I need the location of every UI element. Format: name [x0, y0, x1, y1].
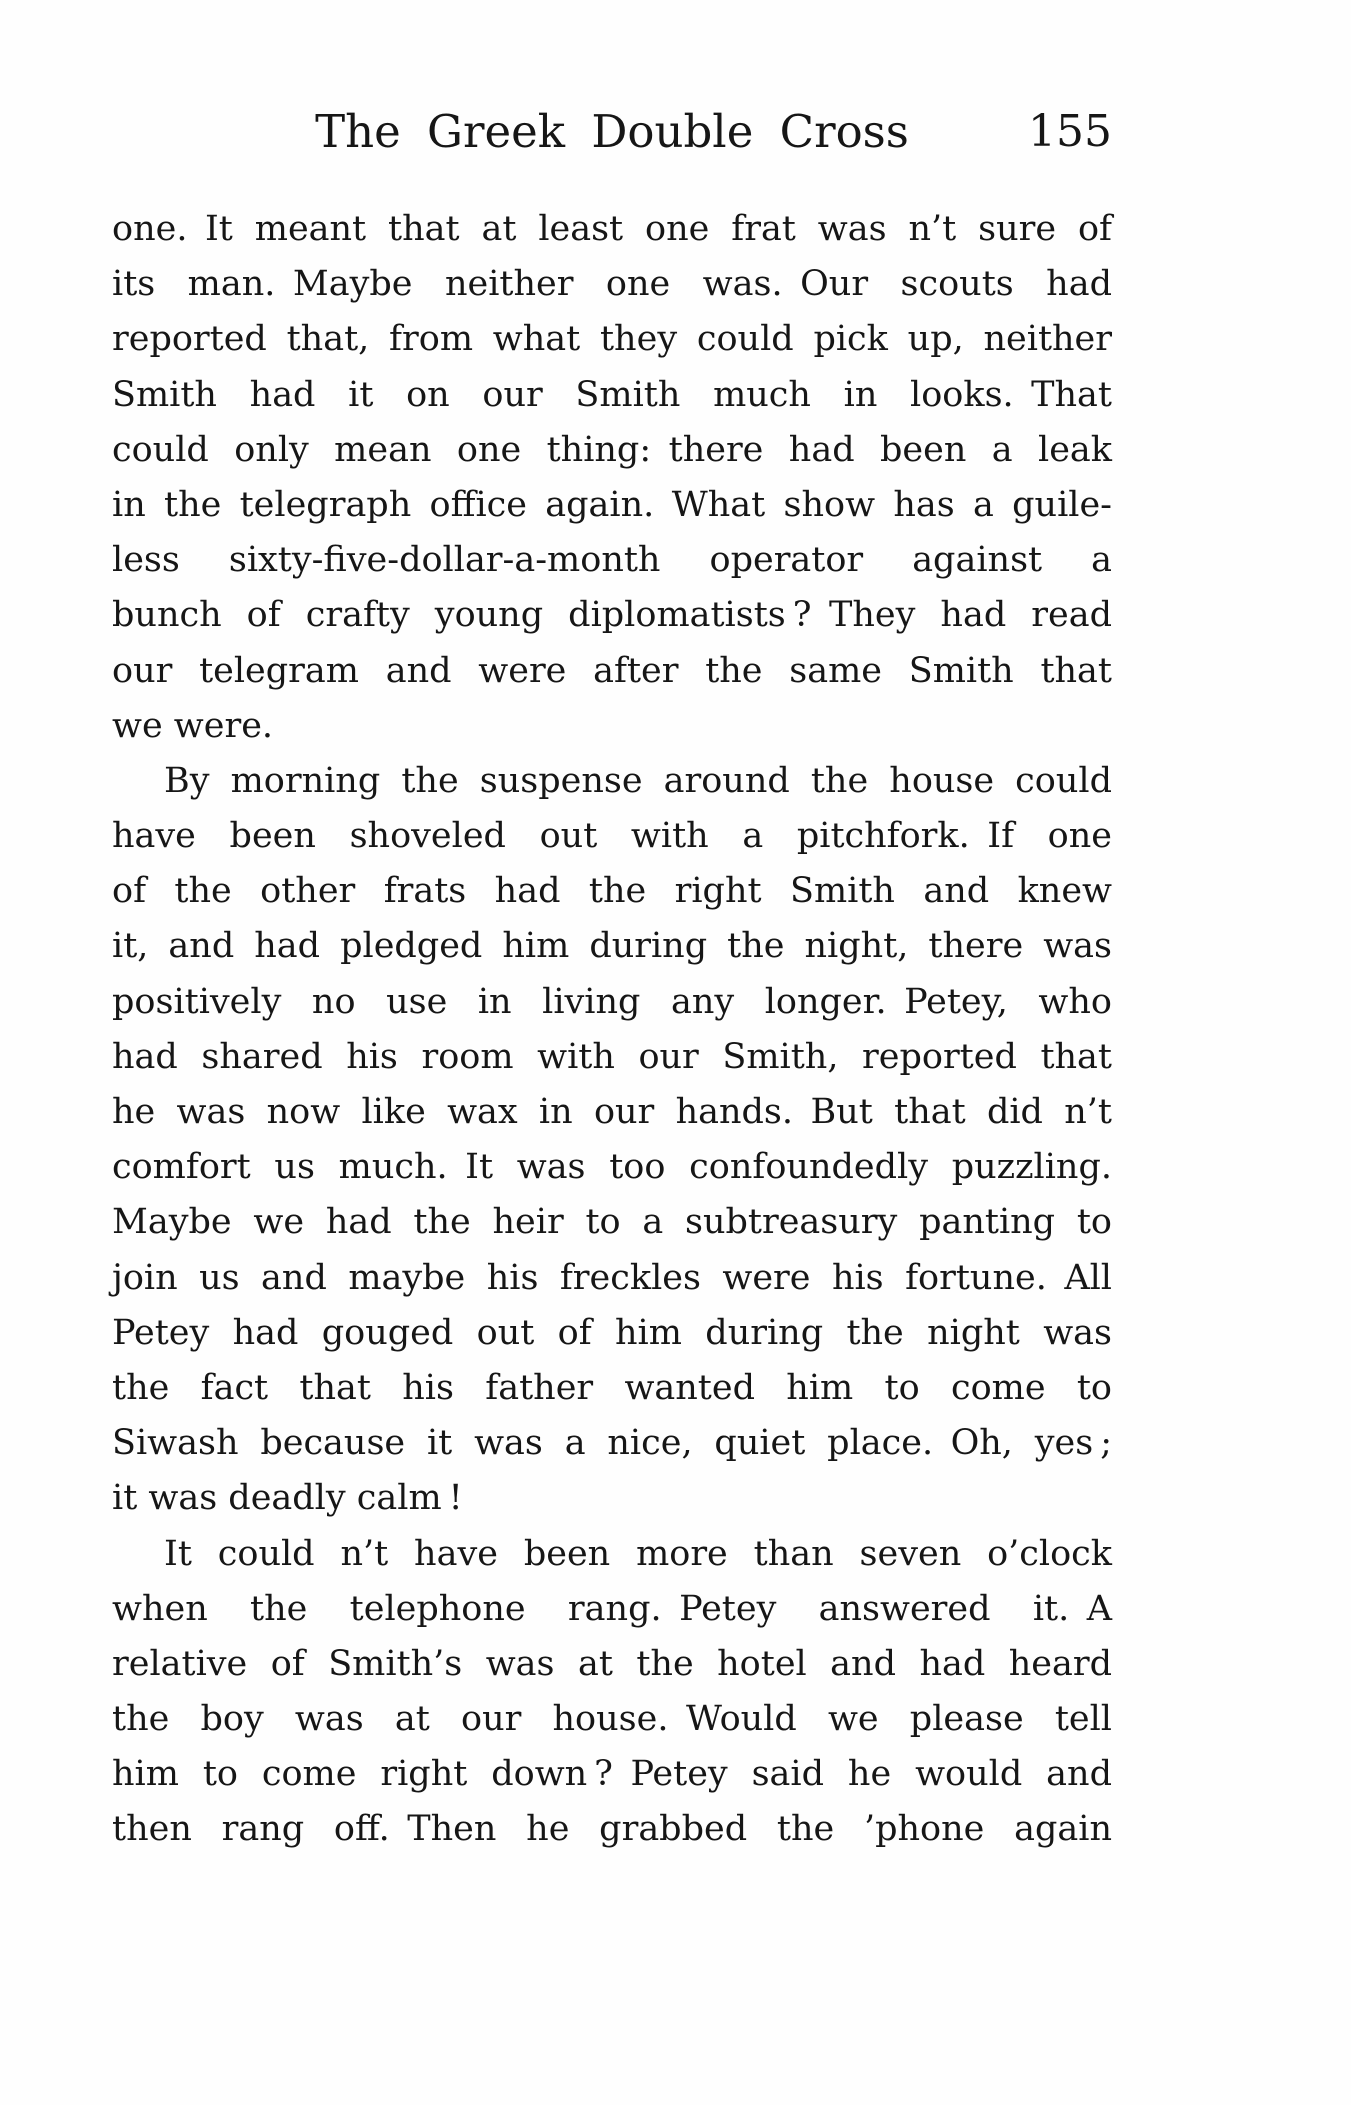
text-line: Siwash because it was a nice, quiet place. Oh, yes ; — [112, 1423, 1112, 1464]
text-line: could only mean one thing: there had been a leak — [112, 429, 1112, 470]
running-header-title: The Greek Double Cross — [315, 105, 909, 158]
text-line: reported that, from what they could pick up, neither — [112, 319, 1112, 360]
text-line: had shared his room with our Smith, reported that — [112, 1036, 1112, 1077]
paragraph — [112, 754, 1112, 1527]
text-line: Petey had gouged out of him during the night was — [112, 1312, 1112, 1353]
text-line: bunch of crafty young diplomatists ? They had read — [112, 595, 1112, 636]
text-line: the boy was at our house. Would we please tell — [112, 1699, 1112, 1740]
text-line: him to come right down ? Petey said he would and — [112, 1754, 1112, 1795]
paragraph — [112, 1527, 1112, 1858]
text-line: relative of Smith’s was at the hotel and had heard — [112, 1643, 1112, 1684]
text-line: it, and had pledged him during the night, there was — [112, 926, 1112, 967]
page-number: 155 — [1028, 106, 1112, 157]
text-line: our telegram and were after the same Smith that — [112, 650, 1112, 691]
text-line: the fact that his father wanted him to come to — [112, 1367, 1112, 1408]
text-line: It could n’t have been more than seven o’clock — [164, 1533, 1112, 1574]
text-line: Maybe we had the heir to a subtreasury panting to — [112, 1202, 1112, 1243]
text-line: join us and maybe his freckles were his fortune. All — [112, 1257, 1112, 1298]
text-line: less sixty-five-dollar-a-month operator against a — [112, 540, 1112, 581]
paragraph — [112, 202, 1112, 754]
text-line: it was deadly calm ! — [112, 1478, 463, 1519]
text-line: its man. Maybe neither one was. Our scouts had — [112, 264, 1112, 305]
text-line: then rang off. Then he grabbed the ’phone again — [112, 1809, 1112, 1850]
text-line: Smith had it on our Smith much in looks. That — [112, 374, 1112, 415]
text-line: comfort us much. It was too confoundedly puzzling. — [112, 1147, 1112, 1188]
text-line: positively no use in living any longer. Petey, who — [112, 981, 1112, 1022]
text-line: when the telephone rang. Petey answered it. A — [112, 1588, 1112, 1629]
text-column — [112, 202, 1112, 1858]
text-line: one. It meant that at least one frat was n’t sure of — [112, 209, 1112, 249]
text-line: he was now like wax in our hands. But that did n’t — [112, 1092, 1112, 1132]
text-line: By morning the suspense around the house could — [164, 760, 1112, 801]
text-line: of the other frats had the right Smith and knew — [112, 871, 1112, 912]
text-line: in the telegraph office again. What show has a guile- — [112, 484, 1112, 525]
text-line: have been shoveled out with a pitchfork. If one — [112, 816, 1112, 857]
text-line: we were. — [112, 705, 274, 746]
